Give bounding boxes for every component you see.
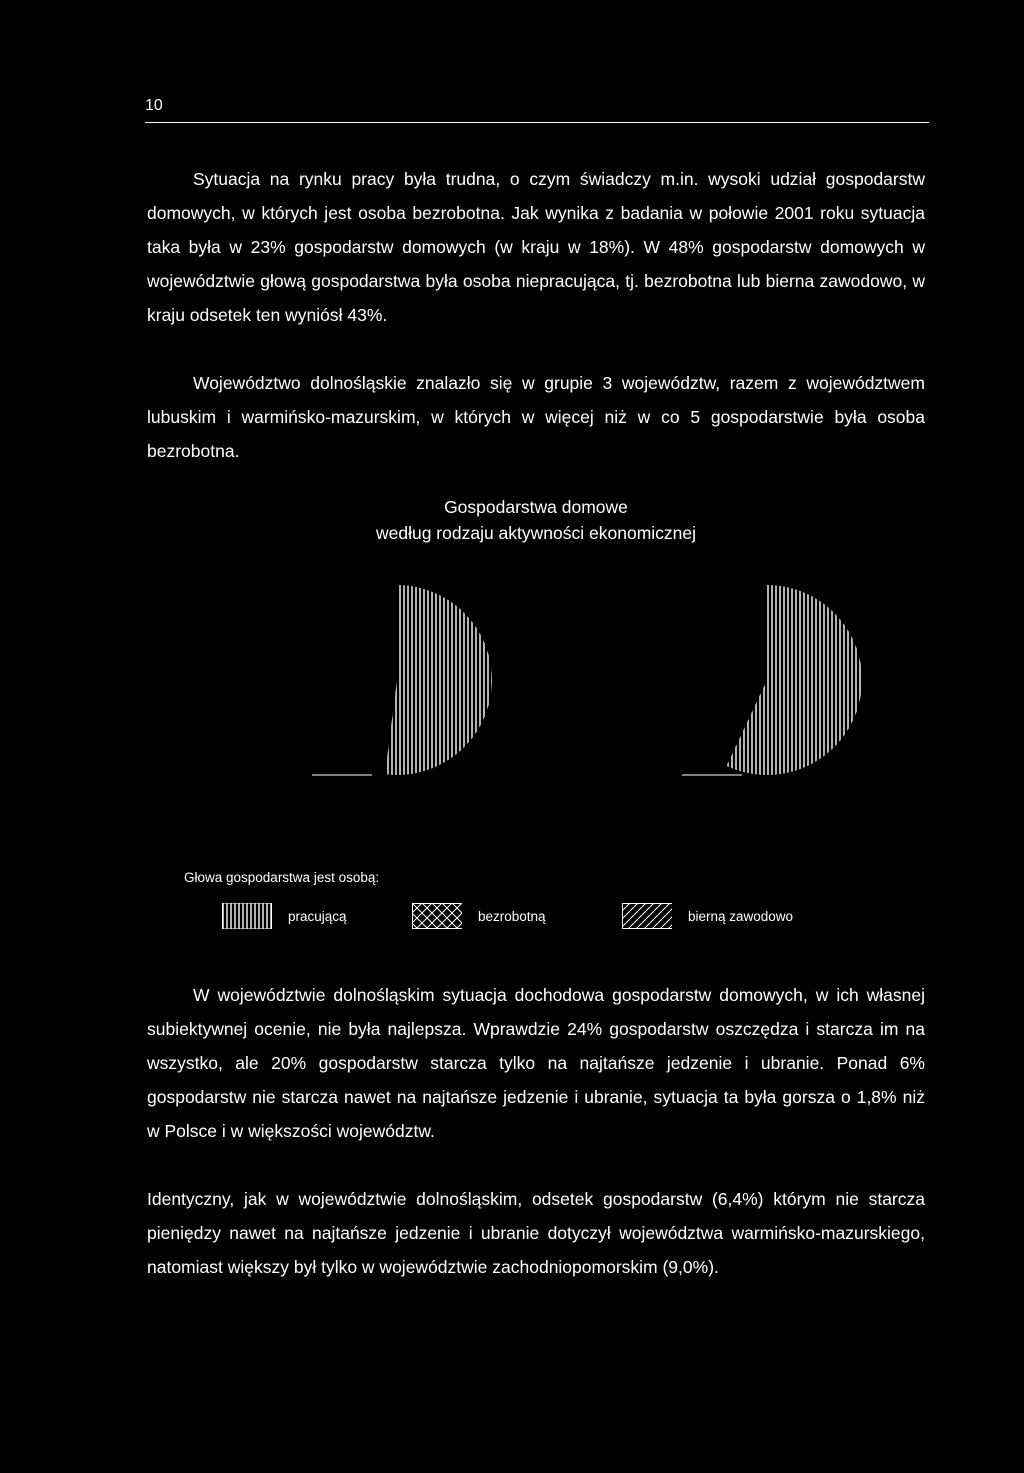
legend-swatch-cross [412, 903, 462, 929]
legend-heading: Głowa gospodarstwa jest osobą: [184, 870, 380, 885]
header-rule [145, 122, 929, 123]
chart-title: Gospodarstwa domowe [444, 497, 628, 517]
paragraph-2: Województwo dolnośląskie znalazło się w grupie 3 województw, razem z województwem lubuskim i warmińsko-mazurskim, w których w więcej niż w co 5 gospodarstwie była osoba bezrobotna. [147, 373, 925, 461]
paragraph-4: Identyczny, jak w województwie dolnośląskim, odsetek gospodarstw (6,4%) którym nie starcza pieniędzy nawet na najtańsze jedzenie i ubranie dotyczył województwa warmińsko-mazurskiego, natomiast większy był tylko w województwie zachodniopomorskim (9,0%). [147, 1189, 925, 1277]
legend-swatch-diagonal [622, 903, 672, 929]
legend-item-bezrobotna [412, 903, 546, 929]
chart-title-block [147, 494, 925, 546]
legend-item-bierna [622, 903, 793, 929]
legend-item-pracujaca [222, 903, 347, 929]
paragraph-1: Sytuacja na rynku pracy była trudna, o czym świadczy m.in. wysoki udział gospodarstw domowych, w których jest osoba bezrobotna. Jak wynika z badania w połowie 2001 roku sytuacja taka była w 23% gospodarstw domowych (w kraju w 18%). W 48% gospodarstw domowych w województwie głową gospodarstwa była osoba niepracująca, tj. bezrobotna lub bierna zawodowo, w kraju odsetek ten wyniósł 43%. [147, 169, 925, 325]
paragraph-3: W województwie dolnośląskim sytuacja dochodowa gospodarstw domowych, w ich własnej subiektywnej ocenie, nie była najlepsza. Wprawdzie 24% gospodarstw oszczędza i starcza im na wszystko, ale 20% gospodarstw starcza tylko na najtańsze jedzenie i ubranie. Ponad 6% gospodarstw nie starcza nawet na najtańsze jedzenie i ubranie, sytuacja ta była gorsza o 1,8% niż w Polsce i w większości województw. [147, 985, 925, 1141]
legend-label-bezrobotna: bezrobotną [478, 908, 546, 924]
pie-slice-pracujaca-1 [385, 585, 492, 775]
legend-swatch-vertical [222, 903, 272, 929]
pie-slice-pracujaca-2 [727, 585, 862, 775]
pie-charts [147, 560, 925, 800]
legend-label-pracujaca: pracującą [288, 908, 347, 924]
legend-label-bierna: bierną zawodowo [688, 908, 794, 924]
page-number: 10 [145, 97, 163, 114]
chart-subtitle: według rodzaju aktywności ekonomicznej [375, 523, 697, 543]
